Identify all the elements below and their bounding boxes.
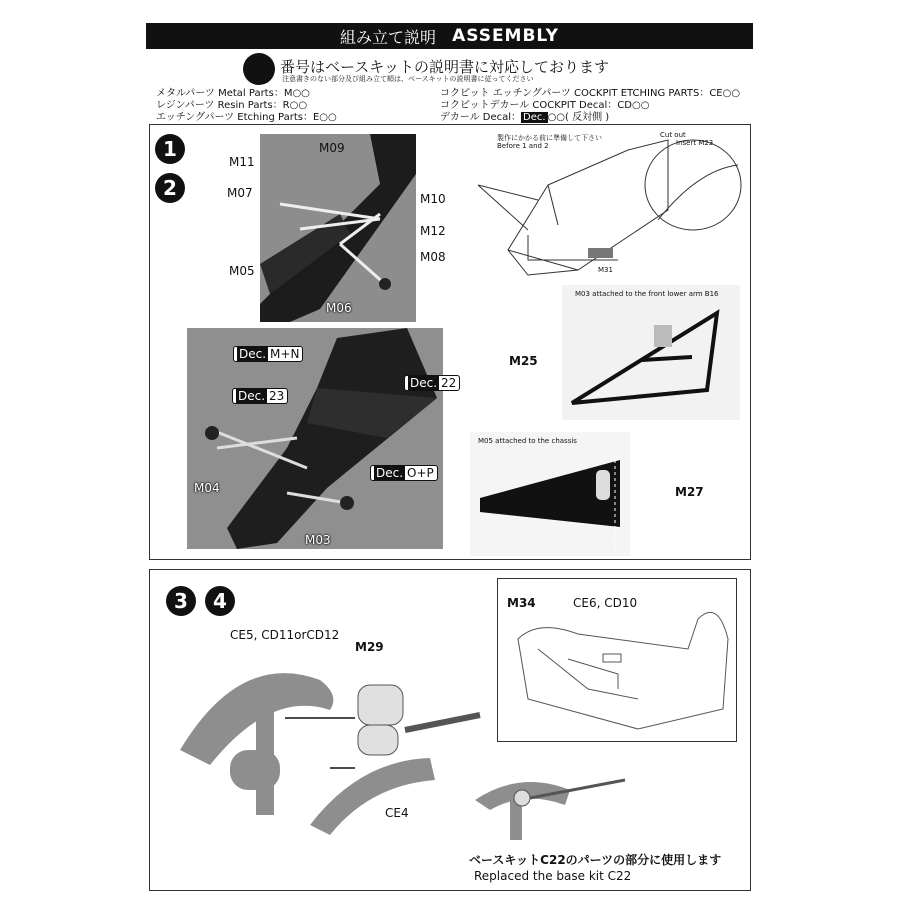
step-number-4: 4 <box>205 586 235 616</box>
body-cutout-drawing <box>468 130 746 280</box>
title-en: ASSEMBLY <box>452 26 559 46</box>
legend-metal: メタルパーツ Metal Parts：M○○ <box>156 88 310 99</box>
legend-resin: レジンパーツ Resin Parts：R○○ <box>156 100 308 111</box>
legend-cockpit-etching: コクピット エッチングパーツ COCKPIT ETCHING PARTS：CE○○ <box>440 88 741 99</box>
label-m31: M31 <box>598 266 613 274</box>
before-note-jp: 製作にかかる前に準備して下さい <box>497 134 602 142</box>
photo-chassis-m05 <box>470 432 630 556</box>
m05-caption: M05 attached to the chassis <box>478 437 577 445</box>
decal-tag-22: Dec. 22 <box>404 375 460 391</box>
insert-m23-label: Insert M23 <box>676 139 714 147</box>
step-number-1: 1 <box>155 134 185 164</box>
label-m34: M34 <box>507 596 536 610</box>
legend-etching: エッチングパーツ Etching Parts：E○○ <box>156 112 337 123</box>
label-ce4: CE4 <box>385 806 409 820</box>
label-ce5: CE5, CD11orCD12 <box>230 628 340 642</box>
cut-out-label: Cut out <box>660 131 686 139</box>
label-ce6: CE6, CD10 <box>573 596 638 610</box>
label-m09: M09 <box>319 141 345 155</box>
before-note-en: Before 1 and 2 <box>497 142 549 150</box>
decal-tag-mn: Dec. M+N <box>233 346 303 362</box>
chassis-m05-illustration <box>470 432 630 556</box>
legend-decal: デカール Decal： Dec. ○○( 反対側 ) <box>440 112 610 123</box>
decal-box: Dec. <box>523 112 546 123</box>
replace-note-en: Replaced the base kit C22 <box>474 869 632 883</box>
steering-wheel-drawing <box>170 640 490 850</box>
label-m04: M04 <box>194 481 220 495</box>
label-m27: M27 <box>675 485 704 499</box>
m03-caption: M03 attached to the front lower arm B16 <box>575 290 719 298</box>
label-m10: M10 <box>420 192 446 206</box>
label-m11: M11 <box>229 155 255 169</box>
steering-wheel-parts <box>170 640 490 850</box>
decal-tag-op: Dec. O+P <box>370 465 438 481</box>
replace-note-jp: ベースキットC22のパーツの部分に使用します <box>469 853 722 867</box>
numbering-note: 番号はベースキットの説明書に対応しております <box>280 58 609 76</box>
legend-right <box>440 88 740 124</box>
label-m07: M07 <box>227 186 253 200</box>
lower-arm-illustration <box>562 285 740 420</box>
photo-front-suspension <box>260 134 416 322</box>
step-number-2: 2 <box>155 173 185 203</box>
suspension-photo-illustration <box>260 134 416 322</box>
label-m03: M03 <box>305 533 331 547</box>
photo-lower-arm <box>562 285 740 420</box>
assembly-note-sub: 注意書きのない部分及び組み立て順は、ベースキットの説明書に従ってください <box>282 75 534 83</box>
label-m25: M25 <box>509 354 538 368</box>
label-m29: M29 <box>355 640 384 654</box>
legend-left <box>156 88 337 124</box>
photo-chassis-decals <box>187 328 443 549</box>
title-jp: 組み立て説明 <box>340 27 437 47</box>
wheel-assembled-drawing <box>470 770 630 850</box>
label-m05: M05 <box>229 264 255 278</box>
black-dot-icon <box>243 53 275 85</box>
chassis-photo-illustration <box>187 328 443 549</box>
step-number-3: 3 <box>166 586 196 616</box>
title-bar <box>146 23 753 49</box>
assembled-wheel-illustration <box>470 770 630 850</box>
label-m12: M12 <box>420 224 446 238</box>
preparation-diagram <box>468 130 746 280</box>
label-m06: M06 <box>326 301 352 315</box>
decal-tag-23: Dec. 23 <box>232 388 288 404</box>
legend-cockpit-decal: コクピットデカール COCKPIT Decal：CD○○ <box>440 100 650 111</box>
label-m08: M08 <box>420 250 446 264</box>
